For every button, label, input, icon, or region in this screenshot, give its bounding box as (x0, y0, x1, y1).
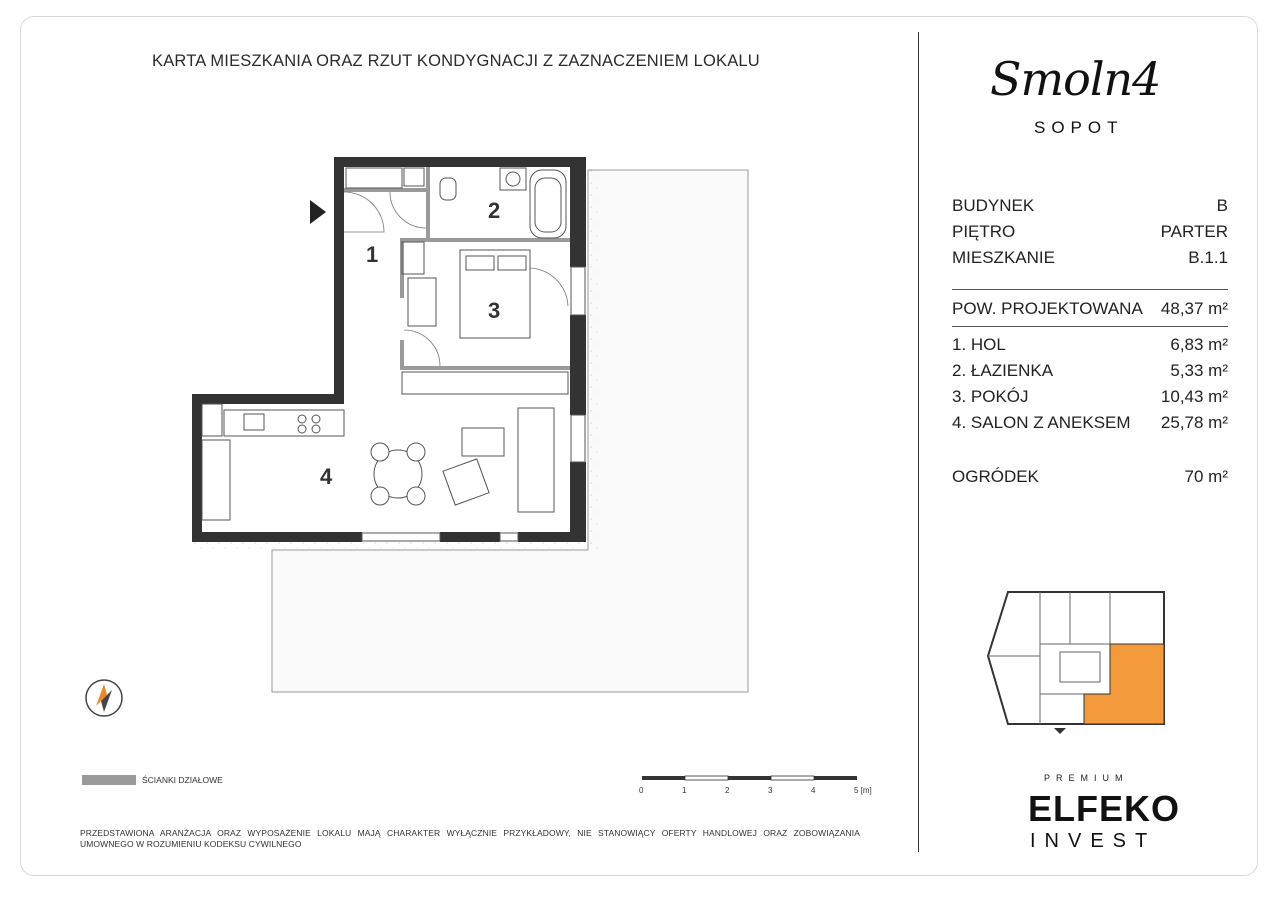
garden-label: OGRÓDEK (952, 467, 1039, 486)
room-number: 1 (366, 242, 379, 267)
garden-block (952, 464, 1228, 490)
terrace-edge-right (588, 170, 598, 550)
room-area: 6,83 m² (1170, 335, 1228, 354)
building-row (952, 193, 1228, 219)
garden-value: 70 m² (1184, 467, 1228, 486)
room-area: 5,33 m² (1170, 361, 1228, 380)
door-swing-bedroom (404, 330, 440, 366)
room-label: 1. HOL (952, 335, 1006, 354)
room-number: 3 (488, 298, 501, 323)
page-title: KARTA MIESZKANIA ORAZ RZUT KONDYGNACJI Z ZAZNACZENIEM LOKALU (152, 52, 760, 70)
room-row (952, 410, 1228, 436)
room-label: 3. POKÓJ (952, 387, 1029, 406)
scale-bar (636, 774, 876, 800)
floor-value: PARTER (1160, 222, 1228, 241)
rooms-list (952, 332, 1228, 436)
area-label: POW. PROJEKTOWANA (952, 299, 1143, 318)
kitchen-counter (202, 404, 344, 520)
vertical-divider (918, 32, 919, 852)
compass-icon (86, 680, 122, 716)
room-area: 10,43 m² (1160, 387, 1228, 406)
apartment-label: MIESZKANIE (952, 248, 1055, 267)
project-location: SOPOT (1034, 118, 1124, 137)
room-number: 4 (320, 464, 333, 489)
partition-legend-swatch (82, 775, 136, 785)
entrance-marker (1054, 728, 1066, 734)
entrance-arrow (310, 200, 326, 224)
apartment-value: B.1.1 (1188, 248, 1228, 267)
room-row (952, 332, 1228, 358)
room-label: 2. ŁAZIENKA (952, 361, 1054, 380)
details-block (952, 193, 1228, 271)
door-swing-entrance (344, 192, 384, 232)
scale-tick: 2 (725, 786, 730, 795)
details-divider (952, 289, 1228, 290)
scale-tick: 0 (639, 786, 644, 795)
apartment-row (952, 245, 1228, 271)
scale-tick: 1 (682, 786, 687, 795)
brand-premium: PREMIUM (1044, 773, 1129, 783)
door-swing-bathroom (390, 192, 426, 228)
bathroom-fixtures (440, 168, 566, 238)
area-divider (952, 326, 1228, 327)
legal-disclaimer: PRZEDSTAWIONA ARANŻACJA ORAZ WYPOSAŻENIE LOKALU MAJĄ CHARAKTER WYŁĄCZNIE PRZYKŁADOWY, NIE STANOWIĄCY OFERTY HANDLOWEJ ORAZ ZOBOWIĄZANIA UMOWNEGO W ROZUMIENIU KODEKSU CYWILNEGO (80, 828, 860, 849)
area-row (952, 296, 1228, 322)
room-label: 4. SALON Z ANEKSEM (952, 413, 1131, 432)
room-area: 25,78 m² (1160, 413, 1228, 432)
room-row (952, 358, 1228, 384)
scale-tick: 4 (811, 786, 816, 795)
bed (460, 250, 530, 338)
living-furniture (443, 408, 554, 512)
building-value: B (1216, 196, 1228, 215)
brand-logo: ELFEKO (1028, 788, 1181, 829)
brand-invest: INVEST (1030, 830, 1157, 852)
room-number: 2 (488, 198, 501, 223)
scale-tick: 3 (768, 786, 773, 795)
floor-label: PIĘTRO (952, 222, 1016, 241)
key-plan (980, 584, 1180, 754)
area-value: 48,37 m² (1160, 299, 1228, 318)
garden-row (952, 464, 1228, 490)
partition-legend-label: ŚCIANKI DZIAŁOWE (142, 775, 223, 785)
dining-set (371, 443, 425, 505)
door-swing-balcony (530, 268, 568, 306)
project-logo: Smoln4 (990, 52, 1161, 106)
area-block (952, 296, 1228, 322)
room-row (952, 384, 1228, 410)
building-label: BUDYNEK (952, 196, 1035, 215)
scale-tick: 5 [m] (854, 786, 872, 795)
floor-row (952, 219, 1228, 245)
